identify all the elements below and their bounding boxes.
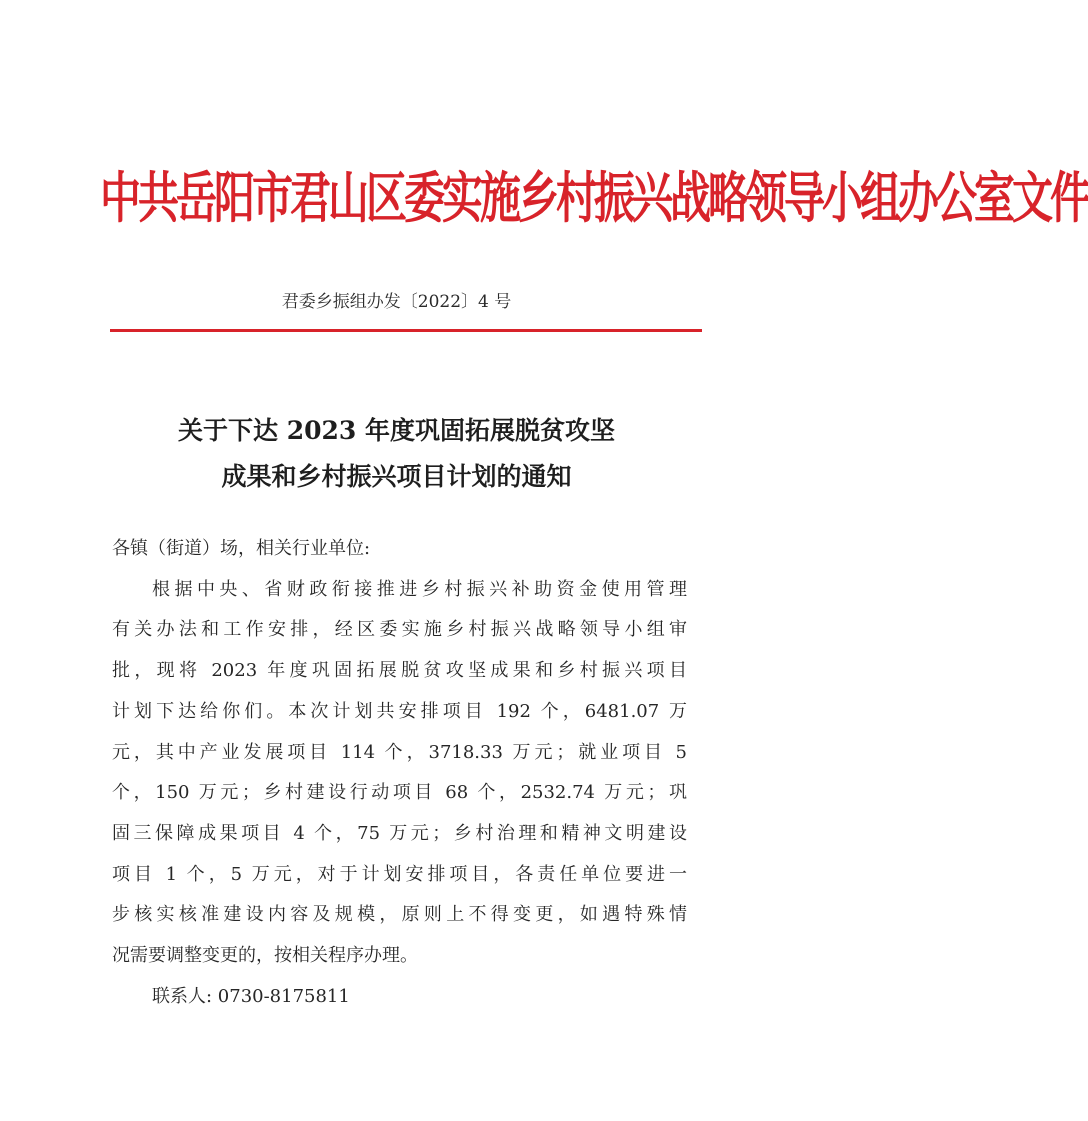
- body-line-3: 批，现将 2023 年度巩固拓展脱贫攻坚成果和乡村振兴项目: [112, 660, 687, 682]
- contact-line: 联系人: 0730-8175811: [152, 985, 350, 1007]
- notice-title-line-1: 关于下达 2023 年度巩固拓展脱贫攻坚: [178, 416, 615, 445]
- body-line-1: 根据中央、省财政衔接推进乡村振兴补助资金使用管理: [152, 578, 687, 600]
- body-line-9: 步核实核准建设内容及规模，原则上不得变更，如遇特殊情: [112, 904, 687, 926]
- body-line-4: 计划下达给你们。本次计划共安排项目 192 个，6481.07 万: [112, 700, 687, 722]
- body-line-6: 个，150 万元；乡村建设行动项目 68 个，2532.74 万元；巩: [112, 782, 687, 804]
- red-header-rule: [110, 329, 702, 332]
- body-line-7: 固三保障成果项目 4 个，75 万元；乡村治理和精神文明建设: [112, 822, 687, 844]
- document-number: 君委乡振组办发〔2022〕4 号: [281, 292, 512, 312]
- body-line-10: 况需要调整变更的，按相关程序办理。: [112, 945, 418, 967]
- issuing-office-title: 中共岳阳市君山区委实施乡村振兴战略领导小组办公室文件: [100, 165, 1088, 231]
- salutation: 各镇（街道）场，相关行业单位:: [112, 538, 371, 559]
- notice-body: [112, 529, 687, 1017]
- notice-title-line-2: 成果和乡村振兴项目计划的通知: [221, 462, 572, 491]
- notice-title: [0, 408, 793, 500]
- body-line-5: 元，其中产业发展项目 114 个，3718.33 万元；就业项目 5: [112, 741, 687, 763]
- body-line-8: 项目 1 个，5 万元，对于计划安排项目，各责任单位要进一: [112, 863, 687, 885]
- body-line-2: 有关办法和工作安排，经区委实施乡村振兴战略领导小组审: [112, 619, 687, 641]
